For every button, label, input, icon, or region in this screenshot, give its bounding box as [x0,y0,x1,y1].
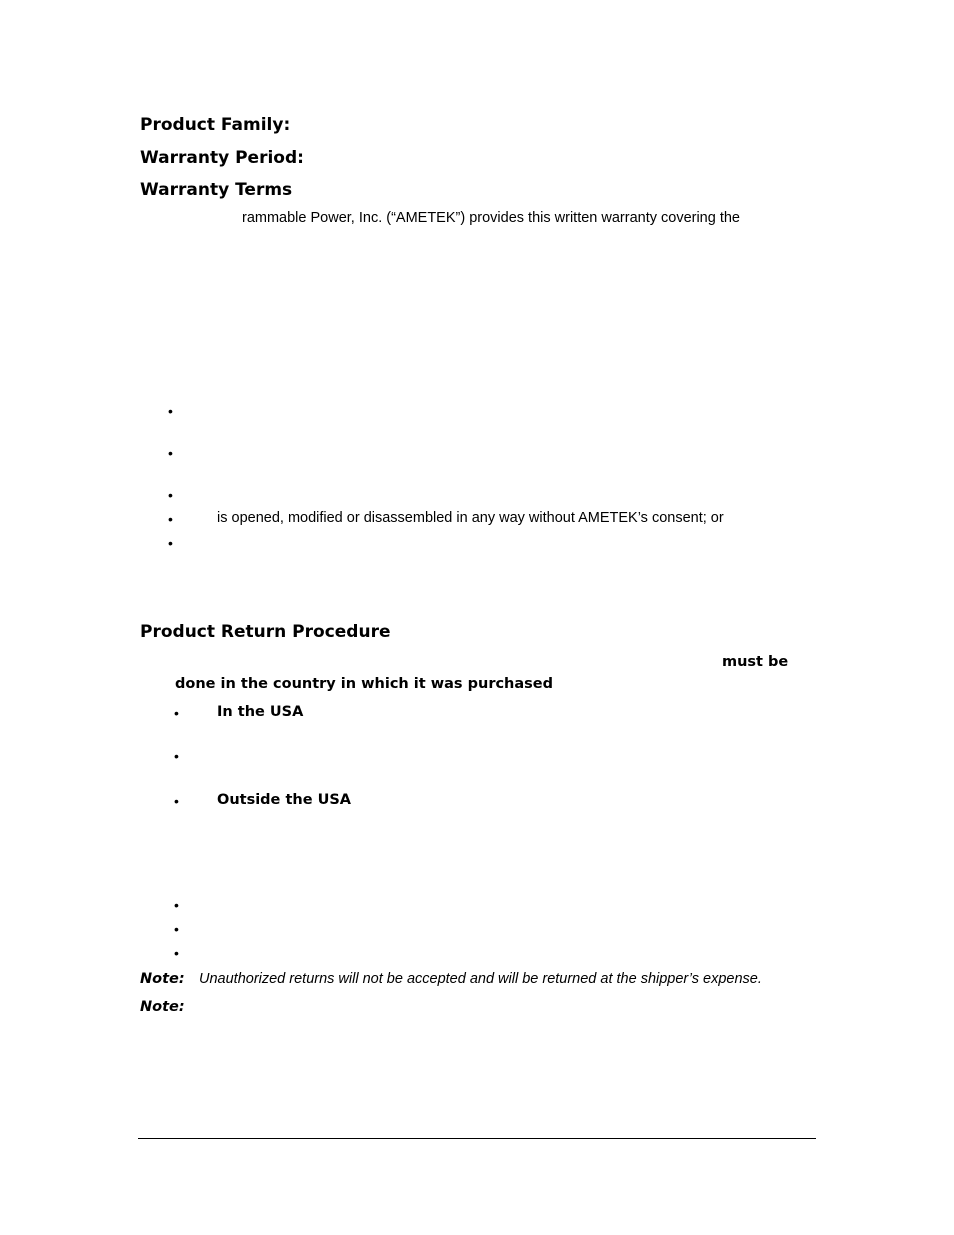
heading-product-family: Product Family: [140,115,291,135]
note-label: Note: [140,999,185,1015]
bullet-opened-text: is opened, modified or disassembled in any way without AMETEK’s consent; or [217,510,724,526]
bullet-marker: • [174,748,179,764]
return-must-be-text: must be [722,654,789,670]
bullet-marker: • [168,403,173,419]
return-outside-usa-label: Outside the USA [217,792,352,808]
warranty-intro-text: rammable Power, Inc. (“AMETEK”) provides this written warranty covering the [242,210,740,226]
bullet-marker: • [174,705,179,721]
bullet-marker: • [174,897,179,913]
return-in-usa-label: In the USA [217,704,304,720]
return-country-text: done in the country in which it was purchased [175,676,554,692]
bullet-marker: • [174,793,179,809]
bullet-marker: • [168,487,173,503]
bullet-marker: • [168,511,173,527]
bullet-marker: • [174,921,179,937]
heading-warranty-terms: Warranty Terms [140,180,293,200]
footer-divider [138,1138,816,1139]
heading-warranty-period: Warranty Period: [140,148,304,168]
heading-return-procedure: Product Return Procedure [140,622,391,642]
bullet-marker: • [174,945,179,961]
note-unauthorized-text: Unauthorized returns will not be accepted and will be returned at the shipper’s expense. [199,971,762,987]
bullet-marker: • [168,445,173,461]
bullet-marker: • [168,535,173,551]
note-label: Note: [140,971,185,987]
